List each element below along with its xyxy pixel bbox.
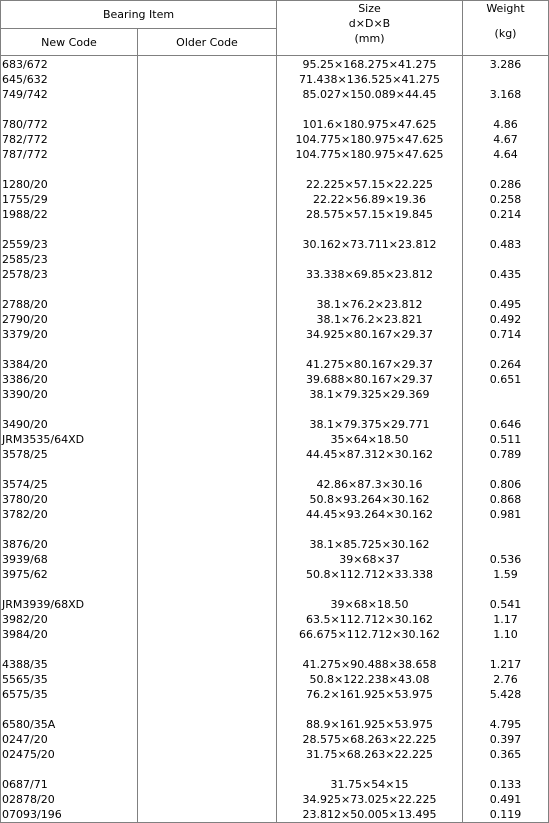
size-cell: 38.1×76.2×23.821	[277, 312, 463, 327]
older-code-cell	[138, 777, 277, 792]
size-cell: 38.1×79.325×29.369	[277, 387, 463, 402]
older-code-cell	[138, 147, 277, 162]
spacer-cell	[138, 402, 277, 417]
table-row	[1, 132, 549, 147]
spacer-cell	[138, 102, 277, 117]
spacer-cell	[1, 102, 138, 117]
older-code-cell	[138, 327, 277, 342]
spacer-cell	[277, 162, 463, 177]
new-code-cell: 2559/23	[1, 237, 138, 252]
new-code-cell: 3939/68	[1, 552, 138, 567]
older-code-cell	[138, 477, 277, 492]
size-cell: 50.8×122.238×43.08	[277, 672, 463, 687]
spacer-cell	[277, 762, 463, 777]
size-cell: 39×68×18.50	[277, 597, 463, 612]
table-row	[1, 612, 549, 627]
table-row	[1, 492, 549, 507]
older-code-cell	[138, 657, 277, 672]
new-code-cell: 683/672	[1, 56, 138, 73]
weight-cell: 0.258	[463, 192, 549, 207]
older-code-cell	[138, 132, 277, 147]
weight-title: Weight	[486, 2, 525, 15]
spacer-cell	[138, 462, 277, 477]
spacer-cell	[138, 762, 277, 777]
spacer-cell	[463, 762, 549, 777]
weight-cell: 0.119	[463, 807, 549, 823]
size-cell: 50.8×93.264×30.162	[277, 492, 463, 507]
size-cell: 76.2×161.925×53.975	[277, 687, 463, 702]
older-code-cell	[138, 627, 277, 642]
new-code-cell: 02878/20	[1, 792, 138, 807]
table-row	[1, 72, 549, 87]
size-unit: (mm)	[354, 32, 385, 45]
weight-cell: 0.789	[463, 447, 549, 462]
spacer-cell	[463, 462, 549, 477]
new-code-cell: 3975/62	[1, 567, 138, 582]
spacer-cell	[1, 702, 138, 717]
group-spacer	[1, 702, 549, 717]
new-code-cell: 0247/20	[1, 732, 138, 747]
new-code-cell: 6575/35	[1, 687, 138, 702]
spacer-cell	[1, 462, 138, 477]
spacer-cell	[463, 222, 549, 237]
size-cell: 23.812×50.005×13.495	[277, 807, 463, 823]
new-code-cell: 2585/23	[1, 252, 138, 267]
new-code-cell: 07093/196	[1, 807, 138, 823]
older-code-cell	[138, 567, 277, 582]
group-spacer	[1, 162, 549, 177]
new-code-cell: 6580/35A	[1, 717, 138, 732]
table-row	[1, 567, 549, 582]
weight-cell: 0.492	[463, 312, 549, 327]
table-row	[1, 597, 549, 612]
spacer-cell	[463, 342, 549, 357]
spacer-cell	[463, 702, 549, 717]
weight-cell: 0.541	[463, 597, 549, 612]
table-row	[1, 732, 549, 747]
new-code-cell: 787/772	[1, 147, 138, 162]
older-code-cell	[138, 432, 277, 447]
size-cell: 104.775×180.975×47.625	[277, 132, 463, 147]
spacer-cell	[1, 342, 138, 357]
table-row	[1, 792, 549, 807]
weight-cell: 0.714	[463, 327, 549, 342]
older-code-cell	[138, 597, 277, 612]
older-code-cell	[138, 87, 277, 102]
size-cell: 39×68×37	[277, 552, 463, 567]
table-row	[1, 657, 549, 672]
spacer-cell	[1, 762, 138, 777]
spacer-cell	[277, 702, 463, 717]
older-code-cell	[138, 507, 277, 522]
size-cell: 104.775×180.975×47.625	[277, 147, 463, 162]
new-code-cell: 3379/20	[1, 327, 138, 342]
spacer-cell	[463, 522, 549, 537]
new-code-cell: 749/742	[1, 87, 138, 102]
spacer-cell	[1, 582, 138, 597]
spacer-cell	[277, 282, 463, 297]
spacer-cell	[138, 282, 277, 297]
size-cell: 50.8×112.712×33.338	[277, 567, 463, 582]
size-cell: 85.027×150.089×44.45	[277, 87, 463, 102]
spacer-cell	[138, 162, 277, 177]
weight-cell: 0.646	[463, 417, 549, 432]
table-row	[1, 177, 549, 192]
spacer-cell	[277, 342, 463, 357]
older-code-cell	[138, 207, 277, 222]
new-code-header: New Code	[1, 29, 138, 56]
table-row	[1, 327, 549, 342]
size-cell: 101.6×180.975×47.625	[277, 117, 463, 132]
table-row	[1, 807, 549, 823]
new-code-cell: 3780/20	[1, 492, 138, 507]
spacer-cell	[277, 222, 463, 237]
weight-cell	[463, 387, 549, 402]
new-code-cell: 1988/22	[1, 207, 138, 222]
table-row	[1, 777, 549, 792]
size-cell: 33.338×69.85×23.812	[277, 267, 463, 282]
older-code-cell	[138, 807, 277, 823]
new-code-cell: 1280/20	[1, 177, 138, 192]
weight-cell: 0.264	[463, 357, 549, 372]
spacer-cell	[277, 522, 463, 537]
weight-cell: 0.536	[463, 552, 549, 567]
table-row	[1, 312, 549, 327]
table-row	[1, 147, 549, 162]
bearing-item-header: Bearing Item	[1, 1, 277, 29]
table-row	[1, 552, 549, 567]
spacer-cell	[463, 582, 549, 597]
weight-cell: 1.217	[463, 657, 549, 672]
table-row	[1, 717, 549, 732]
weight-cell: 0.397	[463, 732, 549, 747]
table-row	[1, 357, 549, 372]
weight-cell: 0.511	[463, 432, 549, 447]
size-cell: 39.688×80.167×29.37	[277, 372, 463, 387]
spacer-cell	[277, 102, 463, 117]
spacer-cell	[463, 642, 549, 657]
older-code-cell	[138, 672, 277, 687]
weight-cell: 0.495	[463, 297, 549, 312]
spacer-cell	[138, 222, 277, 237]
spacer-cell	[277, 642, 463, 657]
new-code-cell: 3574/25	[1, 477, 138, 492]
new-code-cell: 4388/35	[1, 657, 138, 672]
new-code-cell: 3984/20	[1, 627, 138, 642]
older-code-cell	[138, 56, 277, 73]
weight-cell	[463, 537, 549, 552]
spacer-cell	[1, 642, 138, 657]
table-row	[1, 627, 549, 642]
spacer-cell	[1, 222, 138, 237]
new-code-cell: 5565/35	[1, 672, 138, 687]
spacer-cell	[277, 402, 463, 417]
spacer-cell	[1, 282, 138, 297]
table-row	[1, 537, 549, 552]
table-row	[1, 387, 549, 402]
older-code-cell	[138, 792, 277, 807]
size-cell: 42.86×87.3×30.16	[277, 477, 463, 492]
weight-cell: 3.168	[463, 87, 549, 102]
size-header	[277, 1, 463, 56]
table-row	[1, 117, 549, 132]
new-code-cell: 3386/20	[1, 372, 138, 387]
size-cell: 41.275×80.167×29.37	[277, 357, 463, 372]
older-code-header: Older Code	[138, 29, 277, 56]
new-code-cell: 0687/71	[1, 777, 138, 792]
weight-cell: 0.491	[463, 792, 549, 807]
weight-cell: 0.365	[463, 747, 549, 762]
group-spacer	[1, 402, 549, 417]
size-cell: 31.75×54×15	[277, 777, 463, 792]
table-row	[1, 267, 549, 282]
new-code-cell: 3876/20	[1, 537, 138, 552]
table-row	[1, 237, 549, 252]
new-code-cell: 3490/20	[1, 417, 138, 432]
group-spacer	[1, 462, 549, 477]
size-cell: 30.162×73.711×23.812	[277, 237, 463, 252]
older-code-cell	[138, 417, 277, 432]
size-cell: 95.25×168.275×41.275	[277, 56, 463, 73]
weight-cell	[463, 72, 549, 87]
size-cell: 71.438×136.525×41.275	[277, 72, 463, 87]
spacer-cell	[138, 702, 277, 717]
spacer-cell	[138, 342, 277, 357]
size-cell: 38.1×79.375×29.771	[277, 417, 463, 432]
group-spacer	[1, 222, 549, 237]
weight-cell: 0.214	[463, 207, 549, 222]
table-row	[1, 417, 549, 432]
new-code-cell: 3384/20	[1, 357, 138, 372]
older-code-cell	[138, 387, 277, 402]
older-code-cell	[138, 192, 277, 207]
group-spacer	[1, 522, 549, 537]
weight-cell: 4.64	[463, 147, 549, 162]
weight-cell: 0.483	[463, 237, 549, 252]
older-code-cell	[138, 357, 277, 372]
weight-cell: 4.86	[463, 117, 549, 132]
older-code-cell	[138, 537, 277, 552]
weight-unit: (kg)	[494, 27, 517, 40]
weight-cell: 4.67	[463, 132, 549, 147]
size-cell: 28.575×68.263×22.225	[277, 732, 463, 747]
spacer-cell	[1, 402, 138, 417]
weight-cell: 1.59	[463, 567, 549, 582]
weight-cell: 3.286	[463, 56, 549, 73]
new-code-cell: 782/772	[1, 132, 138, 147]
older-code-cell	[138, 72, 277, 87]
table-row	[1, 87, 549, 102]
weight-cell: 0.286	[463, 177, 549, 192]
weight-cell: 4.795	[463, 717, 549, 732]
older-code-cell	[138, 552, 277, 567]
new-code-cell: 780/772	[1, 117, 138, 132]
new-code-cell: 02475/20	[1, 747, 138, 762]
size-title: Size	[358, 2, 381, 15]
weight-cell: 1.17	[463, 612, 549, 627]
spacer-cell	[1, 162, 138, 177]
group-spacer	[1, 642, 549, 657]
table-row	[1, 687, 549, 702]
weight-cell: 5.428	[463, 687, 549, 702]
size-cell: 22.22×56.89×19.36	[277, 192, 463, 207]
spacer-cell	[463, 402, 549, 417]
table-row	[1, 507, 549, 522]
new-code-cell: 3390/20	[1, 387, 138, 402]
size-cell: 63.5×112.712×30.162	[277, 612, 463, 627]
weight-cell: 0.981	[463, 507, 549, 522]
table-row	[1, 252, 549, 267]
table-row	[1, 447, 549, 462]
size-cell: 44.45×93.264×30.162	[277, 507, 463, 522]
weight-cell: 0.133	[463, 777, 549, 792]
older-code-cell	[138, 267, 277, 282]
older-code-cell	[138, 252, 277, 267]
older-code-cell	[138, 177, 277, 192]
older-code-cell	[138, 717, 277, 732]
spacer-cell	[277, 462, 463, 477]
spacer-cell	[277, 582, 463, 597]
new-code-cell: 2790/20	[1, 312, 138, 327]
spacer-cell	[138, 582, 277, 597]
weight-cell: 2.76	[463, 672, 549, 687]
table-row	[1, 207, 549, 222]
new-code-cell: 645/632	[1, 72, 138, 87]
table-body	[1, 56, 549, 823]
table-row	[1, 372, 549, 387]
older-code-cell	[138, 372, 277, 387]
size-cell: 88.9×161.925×53.975	[277, 717, 463, 732]
new-code-cell: JRM3535/64XD	[1, 432, 138, 447]
group-spacer	[1, 582, 549, 597]
new-code-cell: JRM3939/68XD	[1, 597, 138, 612]
older-code-cell	[138, 492, 277, 507]
size-cell: 22.225×57.15×22.225	[277, 177, 463, 192]
table-row	[1, 56, 549, 73]
spacer-cell	[1, 522, 138, 537]
size-formula: d×D×B	[348, 17, 391, 30]
table-row	[1, 477, 549, 492]
group-spacer	[1, 102, 549, 117]
new-code-cell: 1755/29	[1, 192, 138, 207]
new-code-cell: 2788/20	[1, 297, 138, 312]
new-code-cell: 3578/25	[1, 447, 138, 462]
weight-cell: 0.651	[463, 372, 549, 387]
spacer-cell	[463, 162, 549, 177]
weight-cell	[463, 252, 549, 267]
size-cell: 38.1×76.2×23.812	[277, 297, 463, 312]
older-code-cell	[138, 612, 277, 627]
spacer-cell	[463, 102, 549, 117]
spacer-cell	[138, 642, 277, 657]
weight-cell: 0.806	[463, 477, 549, 492]
weight-header	[463, 1, 549, 56]
size-cell: 38.1×85.725×30.162	[277, 537, 463, 552]
size-cell: 34.925×80.167×29.37	[277, 327, 463, 342]
older-code-cell	[138, 237, 277, 252]
spacer-cell	[138, 522, 277, 537]
size-cell: 44.45×87.312×30.162	[277, 447, 463, 462]
size-cell: 35×64×18.50	[277, 432, 463, 447]
group-spacer	[1, 342, 549, 357]
size-cell: 41.275×90.488×38.658	[277, 657, 463, 672]
table-row	[1, 672, 549, 687]
older-code-cell	[138, 312, 277, 327]
older-code-cell	[138, 747, 277, 762]
weight-cell: 1.10	[463, 627, 549, 642]
older-code-cell	[138, 447, 277, 462]
new-code-cell: 3982/20	[1, 612, 138, 627]
spacer-cell	[463, 282, 549, 297]
table-row	[1, 747, 549, 762]
older-code-cell	[138, 297, 277, 312]
size-cell: 28.575×57.15×19.845	[277, 207, 463, 222]
older-code-cell	[138, 687, 277, 702]
new-code-cell: 2578/23	[1, 267, 138, 282]
new-code-cell: 3782/20	[1, 507, 138, 522]
size-cell: 31.75×68.263×22.225	[277, 747, 463, 762]
weight-cell: 0.435	[463, 267, 549, 282]
size-cell	[277, 252, 463, 267]
group-spacer	[1, 282, 549, 297]
table-row	[1, 297, 549, 312]
older-code-cell	[138, 117, 277, 132]
group-spacer	[1, 762, 549, 777]
size-cell: 34.925×73.025×22.225	[277, 792, 463, 807]
table-row	[1, 432, 549, 447]
size-cell: 66.675×112.712×30.162	[277, 627, 463, 642]
weight-cell: 0.868	[463, 492, 549, 507]
older-code-cell	[138, 732, 277, 747]
table-row	[1, 192, 549, 207]
